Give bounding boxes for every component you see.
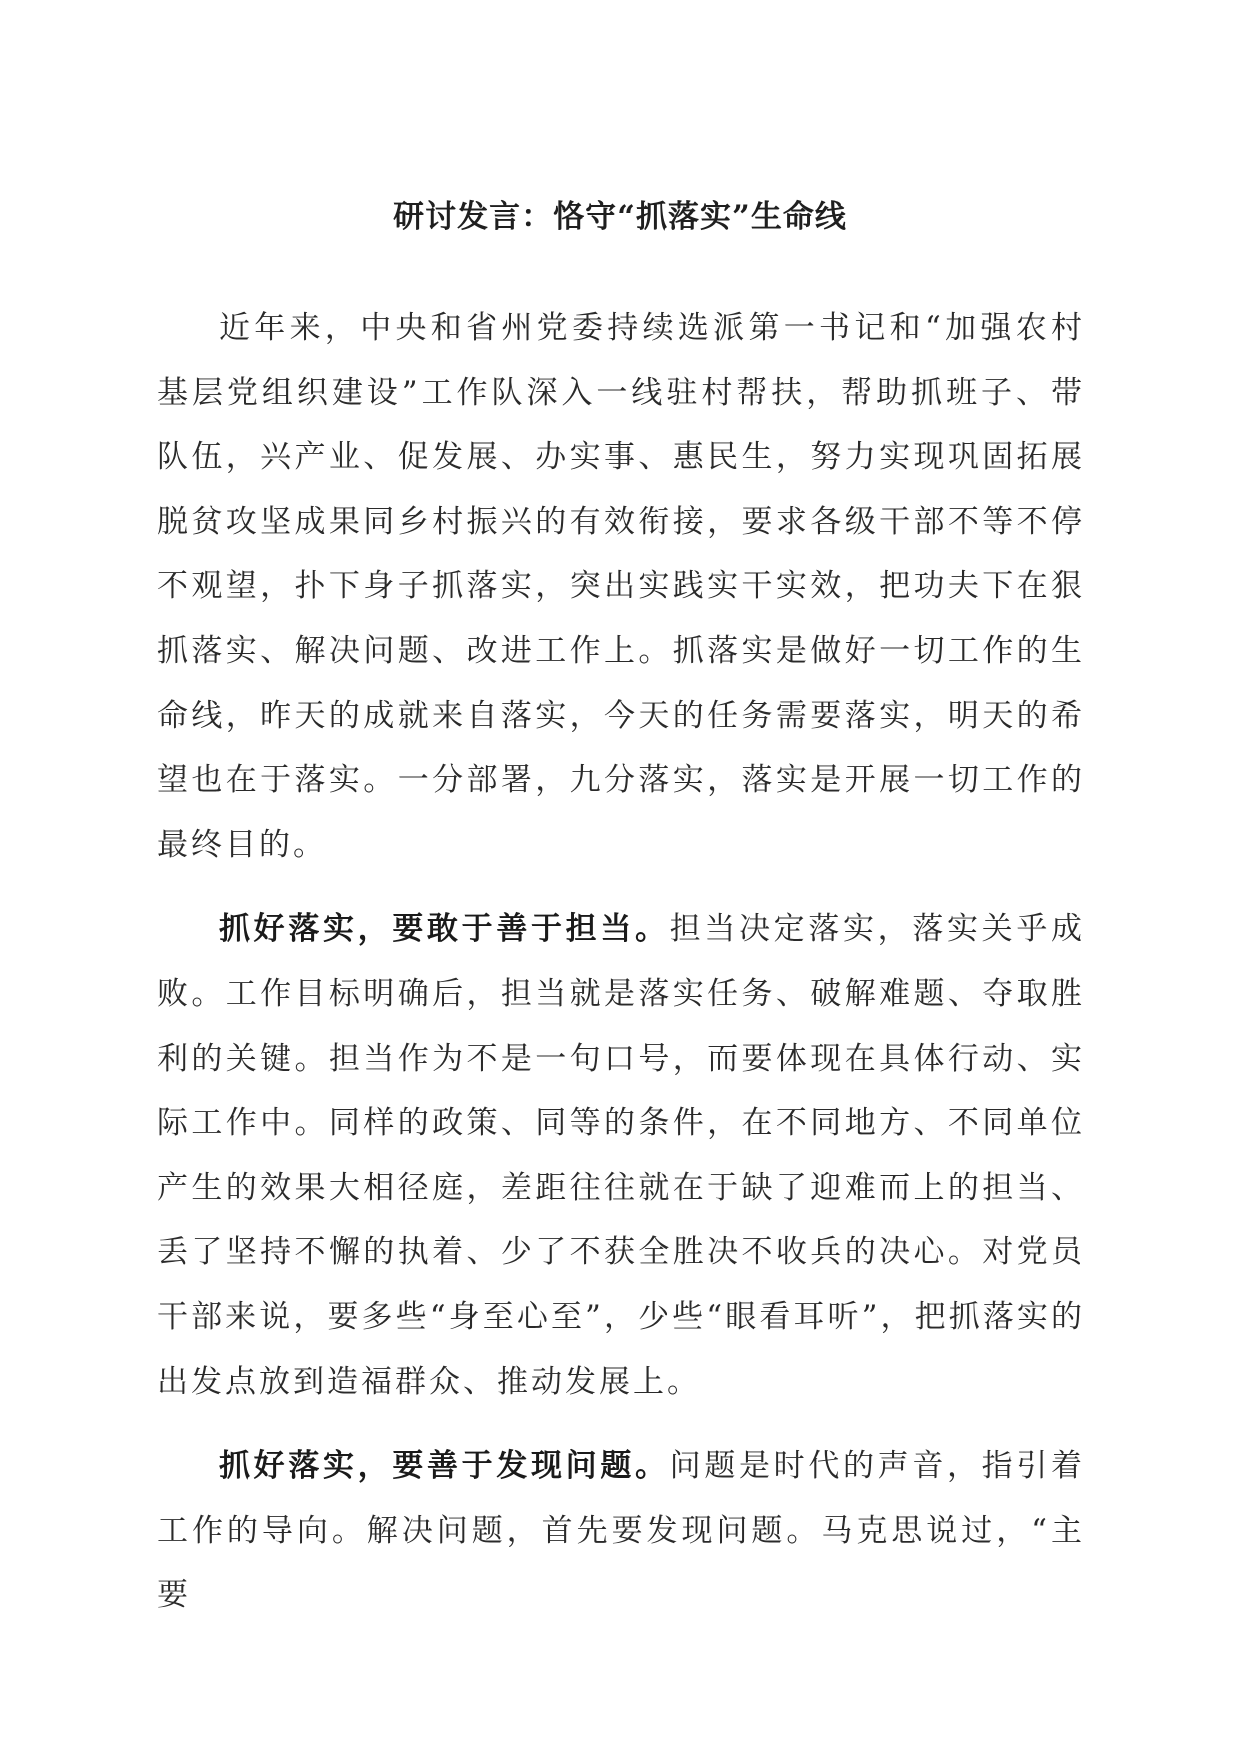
paragraph-text: 问题是时代的声音，指引着工作的导向。解决问题，首先要发现问题。马克思说过，“主要: [157, 1448, 1086, 1614]
paragraph-text: 近年来，中央和省州党委持续选派第一书记和“加强农村基层党组织建设”工作队深入一线驻村帮扶，帮助抓班子、带队伍，兴产业、促发展、办实事、惠民生，努力实现巩固拓展脱贫攻坚成果同乡村振兴的有效衔接，要求各级干部不等不停不观望，扑下身子抓落实，突出实践实干实效，把功夫下在狠抓落实、解决问题、改进工作上。抓落实是做好一切工作的生命线，昨天的成就来自落实，今天的任务需要落实，明天的希望也在于落实。一分部署，九分落实，落实是开展一切工作的最终目的。: [157, 310, 1085, 863]
paragraph-problems: [157, 1434, 1085, 1628]
document-title: 研讨发言：恪守“抓落实”生命线: [393, 199, 847, 235]
paragraph-lead: 抓好落实，要敢于善于担当。: [219, 911, 670, 948]
paragraph-intro: [157, 296, 1085, 877]
paragraph-responsibility: [157, 897, 1085, 1414]
paragraph-text: 担当决定落实，落实关乎成败。工作目标明确后，担当就是落实任务、破解难题、夺取胜利的关键。担当作为不是一句口号，而要体现在具体行动、实际工作中。同样的政策、同等的条件，在不同地方、不同单位产生的效果大相径庭，差距往往就在于缺了迎难而上的担当、丢了坚持不懈的执着、少了不获全胜决不收兵的决心。对党员干部来说，要多些“身至心至”，少些“眼看耳听”，把抓落实的出发点放到造福群众、推动发展上。: [157, 911, 1086, 1400]
document-body: [157, 296, 1085, 1648]
paragraph-lead: 抓好落实，要善于发现问题。: [219, 1448, 670, 1485]
